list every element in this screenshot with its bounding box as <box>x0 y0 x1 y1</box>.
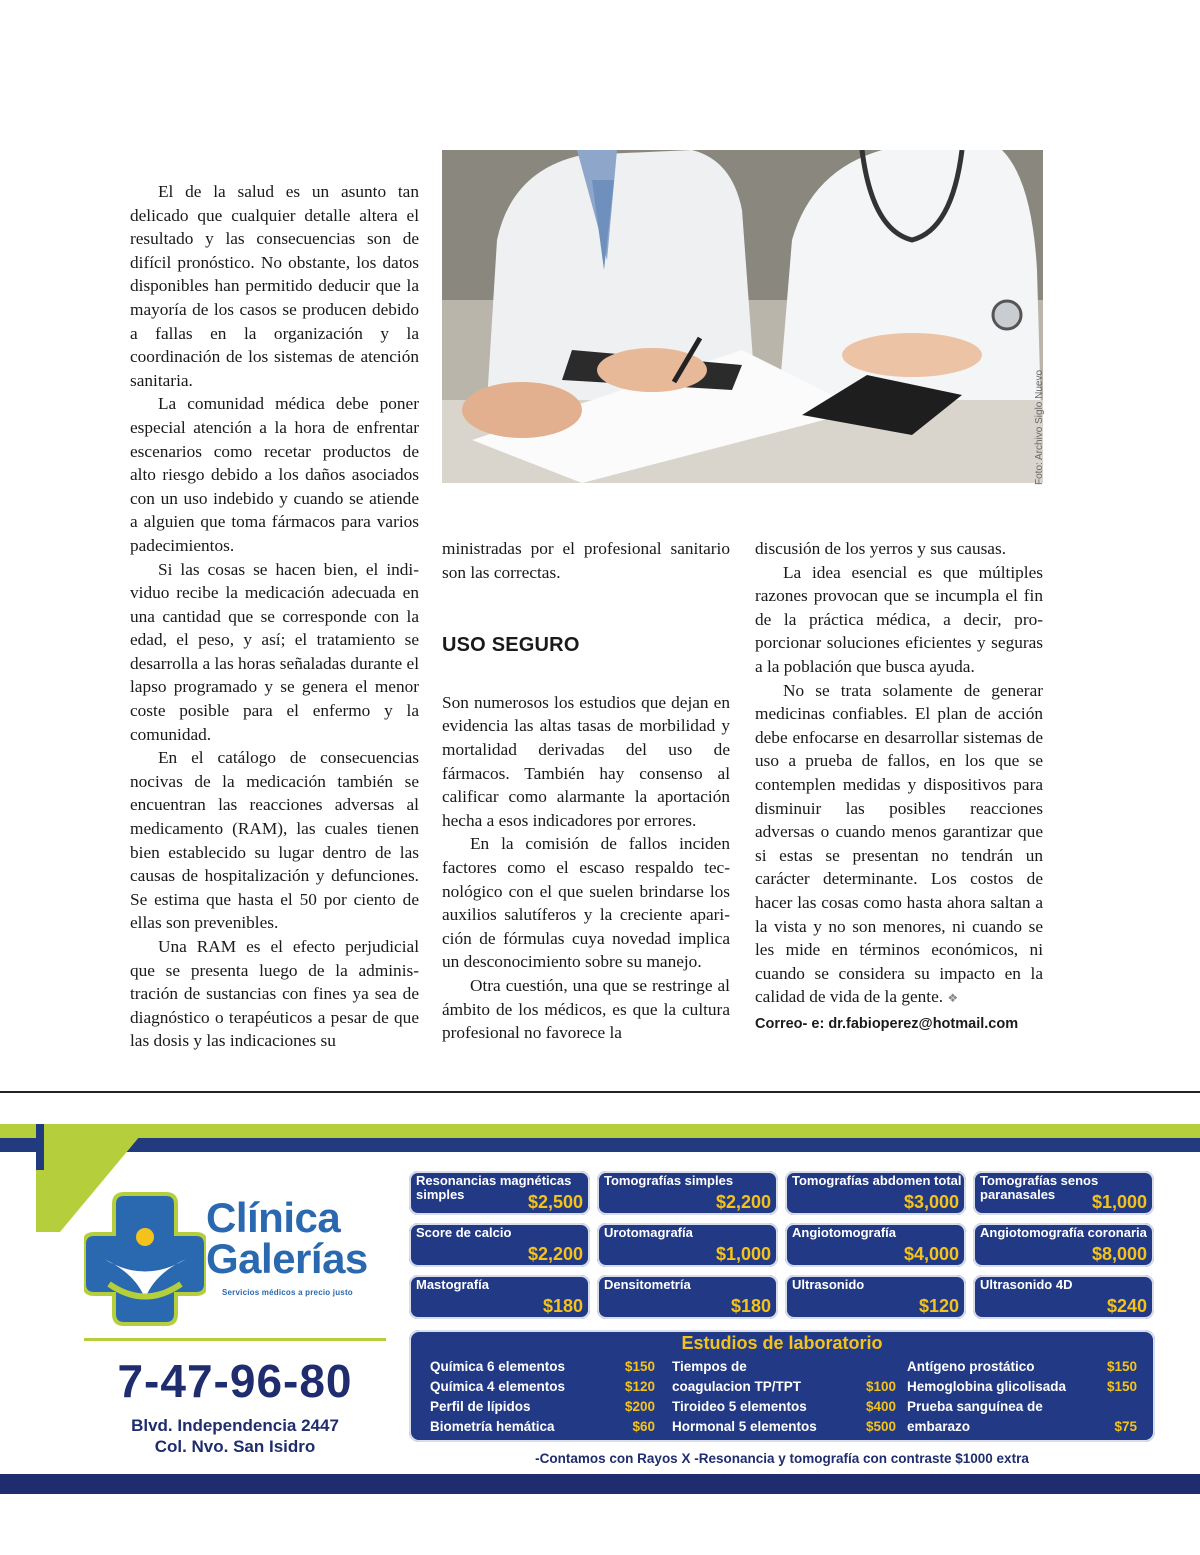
lab-item-price: $60 <box>632 1419 655 1434</box>
lab-item-name: Hemoglobina glicolisada <box>907 1379 1067 1394</box>
service-price: $8,000 <box>1091 1244 1147 1264</box>
paragraph: Una RAM es el efecto perjudicial que se presenta luego de la administración de sustancias con fines ya sea de diagnóstico o terapéuticos a pesar de que las dosis y las indicaciones su <box>130 937 419 1051</box>
lab-item-name: Hormonal 5 elementos <box>672 1419 817 1434</box>
service-box <box>785 1223 966 1267</box>
clinic-name-line: Galerías <box>206 1235 368 1282</box>
lab-item-price: $400 <box>865 1399 896 1414</box>
clinic-name-line: Clínica <box>206 1194 341 1241</box>
lab-item-name: Antígeno prostático <box>907 1359 1035 1374</box>
lab-item-name: Perfil de lípidos <box>430 1399 531 1414</box>
service-price: $3,000 <box>903 1192 959 1212</box>
decorative-stripe <box>0 1474 1200 1494</box>
lab-item-price: $500 <box>865 1419 896 1434</box>
paragraph: discusión de los yerros y sus causas. <box>755 539 1007 558</box>
paragraph: Si las cosas se hacen bien, el individuo recibe la medicación adecuada en una cantidad que se corresponde con la edad, el peso, y así; el tratamiento se desarrolla a las horas señaladas durante el lapso programado y se genera el menor coste posible para el enfermo y la comunidad. <box>130 559 419 744</box>
service-name: Tomografías senos paranasales <box>980 1173 1099 1202</box>
paragraph: Son numerosos los estudios que dejan en evidencia las altas tasas de morbilidad y mortalidad derivadas del uso de fármacos. También hay consenso al calificar como alarmante la aportación hecha a esos indicadores por errores. <box>442 692 730 830</box>
decorative-stripe <box>0 1138 1200 1152</box>
paragraph: La idea esencial es que múltiples razones provocan que se incumpla el fin de la práctica médica, a decir, proporcionar soluciones eficientes y seguras a la población que busca ayuda. <box>755 562 1043 676</box>
laboratory-title: Estudios de laboratorio <box>681 1333 883 1353</box>
lab-item-name: Biometría hemática <box>430 1419 555 1434</box>
service-box <box>785 1275 966 1319</box>
photo-credit: Foto: Archivo Siglo Nuevo <box>1034 369 1045 485</box>
lab-item-name: coagulacion TP/TPT <box>672 1379 802 1394</box>
service-name: Ultrasonido 4D <box>980 1277 1073 1292</box>
service-box <box>409 1171 590 1215</box>
paragraph: En el catálogo de consecuencias nocivas de la medicación también se encuentran las reacciones adversas al medicamento (RAM), las cuales tienen bien establecido su lugar dentro de las causas de hospitalización y defunciones. Se estima que hasta el 50 por ciento de ellas son prevenibles. <box>130 748 419 933</box>
end-mark-icon: ❖ <box>947 991 959 1006</box>
service-price: $4,000 <box>903 1244 959 1264</box>
paragraph-text: No se trata solamente de generar medicinas confiables. El plan de acción debe enfocarse en desarrollar sistemas de uso a prueba de fallos, en los que se contemplen medidas y dispositivos para disminuir las posibles reacciones adversas o cuando menos garantizar que si estas se presentan no tendrán un carácter determinante. Los costos de hacer las cosas como hasta ahora saltan a la vista y no son menores, ni cuando se les mide en términos económicos, ni cuando se considera su impacto en la calidad de vida de la gente. <box>755 680 1043 1007</box>
lab-item-price: $150 <box>1106 1359 1137 1374</box>
lab-item-name: Prueba sanguínea de <box>907 1399 1043 1414</box>
medical-cross-icon <box>84 1189 206 1329</box>
lab-item-price: $150 <box>624 1359 655 1374</box>
service-box <box>973 1171 1154 1215</box>
decorative-stripe <box>0 1124 1200 1138</box>
service-box <box>597 1171 778 1215</box>
service-name: Urotomagrafía <box>604 1225 693 1240</box>
service-price: $180 <box>730 1296 771 1316</box>
paragraph: El de la salud es un asunto tan delicado que cualquier detalle altera el resultado y las consecuencias son de difícil pronóstico. No obstante, los datos disponibles han permitido deducir que la mayoría de los casos se producen debido a fallas en la organización y la coordinación de los sistemas de atención sanitaria. <box>130 182 419 390</box>
service-box <box>409 1223 590 1267</box>
service-box <box>973 1275 1154 1319</box>
paragraph <box>755 679 1043 1011</box>
clinic-phone[interactable]: 7-47-96-80 <box>117 1355 353 1407</box>
clinic-name <box>206 1194 368 1282</box>
clinic-address <box>84 1415 386 1457</box>
author-email: Correo- e: dr.fabioperez@hotmail.com <box>755 1015 1019 1032</box>
lab-item-name: embarazo <box>907 1419 971 1434</box>
service-box <box>597 1275 778 1319</box>
ad-footnote: -Contamos con Rayos X -Resonancia y tomografía con contraste $1000 extra <box>535 1451 1029 1466</box>
service-name: Angiotomografía <box>792 1225 896 1240</box>
service-name: Tomografías abdomen total <box>792 1173 962 1188</box>
lab-item-name: Tiroideo 5 elementos <box>672 1399 807 1414</box>
service-price: $2,200 <box>715 1192 771 1212</box>
divider <box>84 1338 386 1341</box>
service-price: $180 <box>542 1296 583 1316</box>
lab-item-price: $150 <box>1106 1379 1137 1394</box>
service-price: $2,200 <box>527 1244 583 1264</box>
paragraph: Otra cuestión, una que se restringe al ámbito de los médicos, es que la cultura profesional no favorece la <box>442 975 730 1043</box>
article-column-3 <box>755 537 1043 1036</box>
section-heading: USO SEGURO <box>442 634 580 657</box>
service-name: Resonancias magnéticas simples <box>416 1173 572 1202</box>
lab-item-name: Tiempos de <box>672 1359 747 1374</box>
service-box <box>785 1171 966 1215</box>
service-price: $240 <box>1106 1296 1147 1316</box>
article-column-1 <box>130 180 419 1053</box>
article-photo <box>442 150 1043 483</box>
service-name: Mastografía <box>416 1277 489 1292</box>
address-line: Col. Nvo. San Isidro <box>154 1437 316 1456</box>
address-line: Blvd. Independencia 2447 <box>131 1416 339 1435</box>
service-price: $120 <box>918 1296 959 1316</box>
lab-item-price: $120 <box>624 1379 655 1394</box>
article-column-2 <box>442 537 730 1045</box>
service-name: Ultrasonido <box>792 1277 865 1292</box>
service-box <box>597 1223 778 1267</box>
lab-item-price: $75 <box>1114 1419 1137 1434</box>
service-price: $1,000 <box>715 1244 771 1264</box>
service-name: Score de calcio <box>416 1225 512 1240</box>
paragraph: ministradas por el profesional sanitario son las correctas. <box>442 539 730 582</box>
service-box <box>409 1275 590 1319</box>
service-box <box>973 1223 1154 1267</box>
service-name: Densitometría <box>604 1277 691 1292</box>
paragraph: En la comisión de fallos inciden factores como el escaso respaldo tecnológico con el que suelen brindarse los auxilios salutíferos y la creciente aparición de fórmulas cuya novedad implica un desconocimiento sobre su manejo. <box>442 834 730 972</box>
section-divider <box>0 1091 1200 1093</box>
lab-item-name: Química 4 elementos <box>430 1379 566 1394</box>
clinic-tagline: Servicios médicos a precio justo <box>222 1288 353 1297</box>
service-name: Tomografías simples <box>604 1173 734 1188</box>
lab-item-name: Química 6 elementos <box>430 1359 566 1374</box>
paragraph: La comunidad médica debe poner especial atención a la hora de enfrentar escenarios como recetar productos de alto riesgo debido a los daños asociados con un uso indebido y cuando se atiende a alguien que toma fármacos para varios padecimientos. <box>130 394 419 555</box>
service-price: $1,000 <box>1091 1192 1147 1212</box>
lab-item-price: $100 <box>865 1379 896 1394</box>
laboratory-box <box>409 1330 1155 1442</box>
service-name: Angiotomografía coronaria <box>980 1225 1147 1240</box>
clinic-advertisement <box>0 1124 1200 1494</box>
service-price: $2,500 <box>527 1192 583 1212</box>
lab-item-price: $200 <box>624 1399 655 1414</box>
